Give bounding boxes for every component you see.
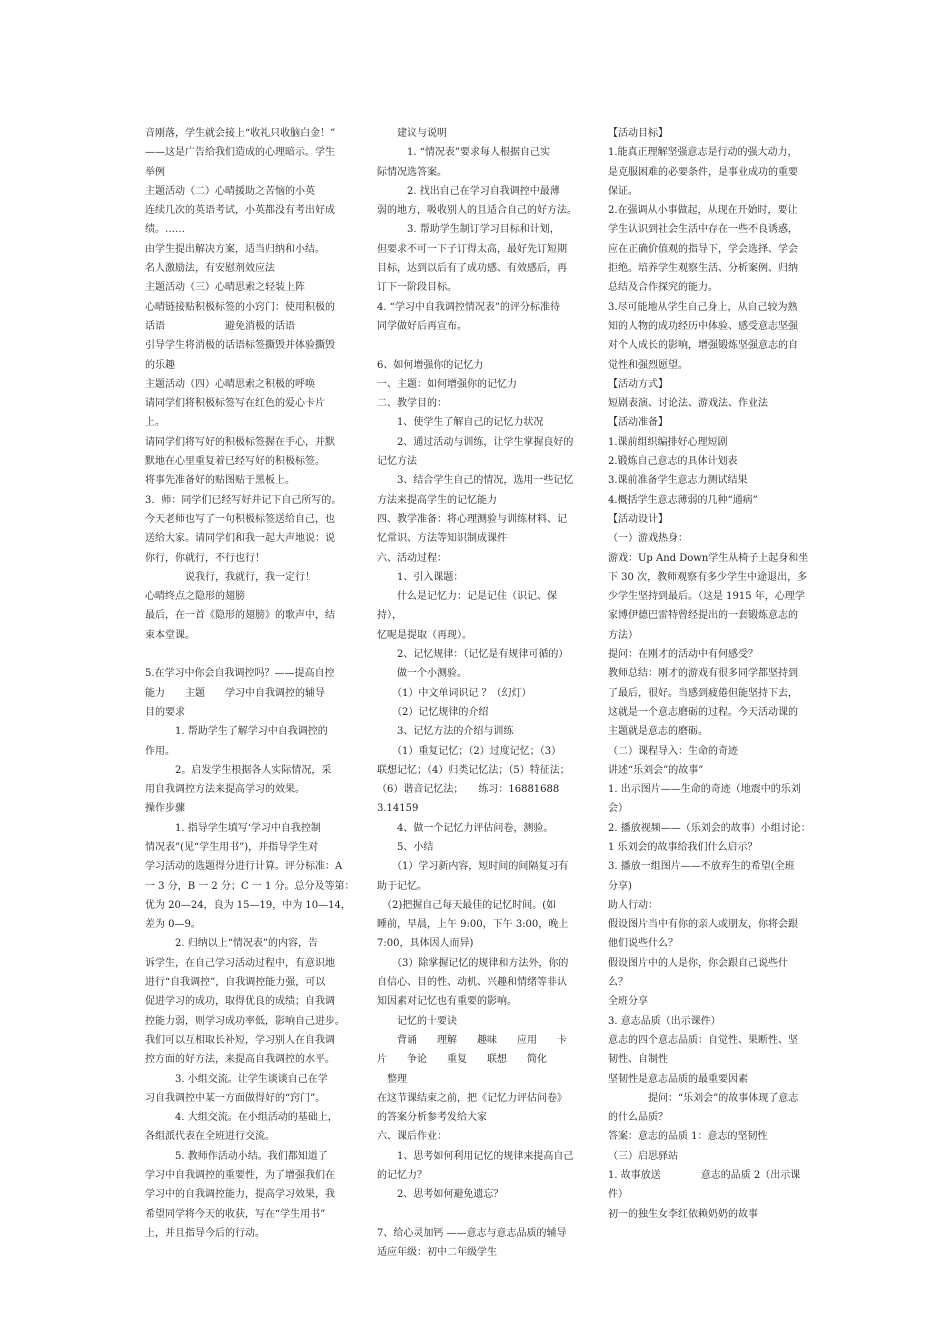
text-line: 1.课前组织编排好心理短剧 — [608, 436, 728, 448]
text-line: 自信心、目的性、动机、兴趣和情绪等非认 — [377, 977, 567, 989]
text-line: 7:00，具体因人而异) — [377, 938, 474, 950]
text-line: （6）谐音记忆法； 练习：16881688 — [377, 784, 560, 796]
text-line: 能力 主题 学习中自我调控的辅导 — [145, 687, 325, 699]
text-line: 联想记忆；（4）归类记忆法；（5）特征法； — [377, 764, 570, 776]
text-line: 的答案分析参考发给大家 — [377, 1112, 487, 1124]
text-line: （1）中文单词识记 ？（幻灯） — [377, 687, 532, 699]
text-line: 1. 故事放送 意志的品质 2（出示课 — [608, 1170, 801, 1182]
column-middle — [377, 124, 577, 1263]
text-line: 5.在学习中你会自我调控吗？——提高自控 — [145, 668, 335, 680]
text-line: 心晴链接贴积极标签的小窍门：使用积极的 — [145, 301, 335, 313]
text-line: 【活动设计】 — [608, 513, 668, 525]
column-left — [145, 124, 367, 1243]
text-line: 【活动方式】 — [608, 378, 668, 390]
text-line: 用自我调控方法来提高学习的效果。 — [145, 784, 305, 796]
text-line: 3. 帮助学生制订学习目标和计划， — [377, 224, 560, 236]
text-line: 四、教学准备：将心理测验与训练材料、记 — [377, 513, 567, 525]
text-line: 操作步骤 — [145, 803, 185, 815]
text-line: 上。 — [145, 417, 165, 429]
text-line — [145, 645, 367, 664]
text-line: 【活动准备】 — [608, 417, 668, 429]
text-line: 睡前，早晨，上午 9:00，下午 3:00，晚上 — [377, 919, 569, 931]
text-line: 6、如何增强你的记忆力 — [377, 359, 484, 371]
text-line: 3. 播放一组图片——不放弃生的希望(全班 — [608, 861, 795, 873]
text-line: 家博伊德巴雷特曾经提出的一套锻炼意志的 — [608, 610, 798, 622]
text-line: 意志的四个意志品质：自觉性、果断性、坚 — [608, 1034, 798, 1046]
text-line: 诉学生，在自己学习活动过程中，有意识地 — [145, 957, 335, 969]
text-line: 方法来提高学生的记忆能力 — [377, 494, 497, 506]
text-line: 2、思考如何避免遗忘？ — [377, 1189, 504, 1201]
text-line: 游戏：Up And Down学生从椅子上起身和坐 — [608, 552, 809, 564]
text-line: 2、记忆规律：（记忆是有规律可循的） — [377, 649, 569, 661]
text-line: 讲述“乐刘会”的故事” — [608, 764, 704, 776]
text-line: 进行“自我调控”，自我调控能力强，可以 — [145, 977, 326, 989]
text-line: 2。启发学生根据各人实际情况，采 — [145, 764, 332, 776]
text-line: 短剧表演、讨论法、游戏法、作业法 — [608, 398, 768, 410]
text-line: 促进学习的成功，取得优良的成绩；自我调 — [145, 996, 335, 1008]
text-line: 束本堂课。 — [145, 629, 195, 641]
text-line: 差为 0—9。 — [145, 919, 201, 931]
text-line: 2. 播放视频——（乐刘会的故事）小组讨论： — [608, 822, 811, 834]
text-line: 控方面的好方法，来提高自我调控的水平。 — [145, 1054, 335, 1066]
text-line: 1、使学生了解自己的记忆力状况 — [377, 417, 544, 429]
text-line: 少学生坚持到最后。（这是 1915 年，心理学 — [608, 591, 805, 603]
text-line: 今天老师也写了一句积极标签送给自己，也 — [145, 513, 335, 525]
text-line: 音刚落，学生就会接上“收礼只收脑白金！” — [145, 128, 336, 139]
text-line: 主题活动（二）心晴援助之苦恼的小英 — [145, 185, 315, 197]
text-line: 请同学们将写好的积极标签握在手心，并默 — [145, 436, 335, 448]
text-line — [377, 336, 577, 355]
text-line: （3）除掌握记忆的规律和方法外，你的 — [377, 957, 569, 969]
text-line: （2）记忆规律的介绍 — [377, 706, 489, 718]
text-line: 际情况选答案。 — [377, 166, 447, 178]
text-line: 7、给心灵加钙 ——意志与意志品质的辅导 — [377, 1227, 567, 1239]
text-line: 4. 大组交流。在小组活动的基础上， — [145, 1112, 338, 1124]
text-line: 1.能真正理解坚强意志是行动的强大动力， — [608, 147, 798, 159]
text-line: 了最后，很好。当感到疲倦但能坚持下去， — [608, 687, 798, 699]
text-line: 2.锻炼自己意志的具体计划表 — [608, 456, 738, 468]
text-line: 主题活动（四）心晴思索之积极的呼唤 — [145, 378, 315, 390]
text-line: 将事先准备好的贴图贴于黑板上。 — [145, 475, 295, 487]
text-line: 助于记忆。 — [377, 880, 427, 892]
text-line: 3.课前准备学生意志力测试结果 — [608, 475, 748, 487]
text-line: 么？ — [608, 977, 628, 989]
text-line: 目标，达到以后有了成功感、有效感后，再 — [377, 263, 567, 275]
text-line: ——这是广告给我们造成的心理暗示。学生 — [145, 147, 335, 159]
text-line: 主题就是意志的磨砺。 — [608, 726, 708, 738]
text-line: 【活动目标】 — [608, 128, 668, 139]
text-line: 连续几次的英语考试，小英都没有考出好成 — [145, 205, 335, 217]
text-line: 建议与说明 — [377, 128, 447, 139]
text-line: 的什么品质？ — [608, 1112, 668, 1124]
text-line: 默地在心里重复着已经写好的积极标签。 — [145, 456, 325, 468]
text-line: 学习中自我调控的重要性，为了增强我们在 — [145, 1170, 335, 1182]
text-line: （三）启思驿站 — [608, 1150, 678, 1162]
text-line: 习自我调控中某一方面做得好的“窍门”。 — [145, 1092, 326, 1104]
text-line: 初一的独生女李红依赖奶奶的故事 — [608, 1208, 758, 1220]
text-line: 韧性、自制性 — [608, 1054, 668, 1066]
text-line: 是克服困难的必要条件，是事业成功的重要 — [608, 166, 798, 178]
text-line: 助人行动： — [608, 899, 658, 911]
text-line: 4、做一个记忆力评估问卷，测验。 — [377, 822, 554, 834]
text-line: 主题活动（三）心晴思索之轻装上阵 — [145, 282, 305, 294]
text-line: 1、思考如何利用记忆的规律来提高自己 — [377, 1150, 574, 1162]
text-line: 优为 20—24，良为 15—19，中为 10—14， — [145, 899, 351, 911]
text-line: 知因素对记忆也有重要的影响。 — [377, 996, 517, 1008]
text-line: 坚韧性是意志品质的最重要因素 — [608, 1073, 748, 1085]
text-line: 六、课后作业： — [377, 1131, 447, 1143]
text-line: 提问：在刚才的活动中有何感受？ — [608, 649, 758, 661]
text-line: 但要求不可一下子订得太高，最好先订短期 — [377, 243, 567, 255]
text-line: （1）学习新内容，短时间的间隔复习有 — [377, 861, 569, 873]
text-line: 这就是一个意志磨砺的过程。今天活动课的 — [608, 706, 798, 718]
column-right — [608, 124, 813, 1224]
text-line: 心晴终点之隐形的翅膀 — [145, 591, 245, 603]
text-line: 你行，你就行，不行也行！ — [145, 552, 265, 564]
text-line: 3．师：同学们已经写好并记下自己所写的。 — [145, 494, 342, 506]
text-line: 1. 出示图片——生命的奇迹（地震中的乐刘 — [608, 784, 801, 796]
text-line: 做一个小测验。 — [377, 668, 467, 680]
text-line: 下 30 次，教师观察有多少学生中途退出，多 — [608, 571, 808, 583]
text-line: 忆呢是提取（再现）。 — [377, 629, 472, 641]
text-line: 上，并且指导今后的行动。 — [145, 1227, 265, 1239]
text-line: 目的要求 — [145, 706, 185, 718]
text-line: 假设图片中的人是你，你会跟自己说些什 — [608, 957, 788, 969]
text-line: （2)把握自己每天最佳的记忆时间。(如 — [377, 899, 557, 911]
text-line: 希望同学将今天的收获，写在“学生用书” — [145, 1208, 326, 1220]
text-line: 3. 小组交流。让学生谈谈自己在学 — [145, 1073, 328, 1085]
text-line: 会） — [608, 803, 628, 815]
text-line: 应在正确价值观的指导下，学会选择、学会 — [608, 243, 798, 255]
text-line: 订下一阶段目标。 — [377, 282, 457, 294]
text-line: 4. “学习中自我调控情况表”的评分标准待 — [377, 301, 560, 313]
text-line: （1）重复记忆；（2）过度记忆；（3） — [377, 745, 562, 757]
text-line: 同学做好后再宣布。 — [377, 320, 467, 332]
text-line: 整理 — [377, 1073, 407, 1085]
text-line: 话语 避免消极的话语 — [145, 320, 295, 332]
text-line: 2. 归纳以上“情况表”的内容，告 — [145, 938, 318, 950]
text-line: 总结及合作探究的能力。 — [608, 282, 718, 294]
text-line: （二）课程导入：生命的奇迹 — [608, 745, 738, 757]
text-line: （一）游戏热身： — [608, 533, 688, 545]
text-line: 提问：“乐刘会”的故事体现了意志 — [608, 1092, 799, 1104]
text-line: 拒绝。培养学生观察生活、分析案例、归纳 — [608, 263, 798, 275]
text-line: 3.14159 — [377, 803, 419, 815]
text-line: 他们说些什么？ — [608, 938, 678, 950]
text-line: 学生认识到社会生活中存在一些不良诱惑， — [608, 224, 798, 236]
text-line: 忆常识、方法等知识制成课件 — [377, 533, 507, 545]
text-line: 教师总结：刚才的游戏有很多同学都坚持到 — [608, 668, 798, 680]
text-line: 适应年级：初中二年级学生 — [377, 1247, 497, 1259]
text-line: 的乐趣 — [145, 359, 175, 371]
text-line: 记忆方法 — [377, 456, 417, 468]
text-line: 5、小结 — [377, 841, 434, 853]
text-line: 方法） — [608, 629, 638, 641]
text-line: 一、主题：如何增强你的记忆力 — [377, 378, 517, 390]
text-line: 全班分享 — [608, 996, 648, 1008]
text-line: 知的人物的成功经历中体验、感受意志坚强 — [608, 320, 798, 332]
text-line — [377, 1205, 577, 1224]
text-line: 2. 找出自己在学习自我调控中最薄 — [377, 185, 560, 197]
text-line: 5. 教师作活动小结。我们都知道了 — [145, 1150, 328, 1162]
text-line: 引导学生将消极的话语标签撕毁并体验撕毁 — [145, 340, 335, 352]
text-line: 请同学们将积极标签写在红色的爱心卡片 — [145, 398, 325, 410]
text-line: 弱的地方，吸收别人的且适合自己的好方法。 — [377, 205, 577, 217]
text-line: 对个人成长的影响，增强锻炼坚强意志的自 — [608, 340, 798, 352]
text-line: 绩。…… — [145, 224, 185, 236]
text-line: 举例 — [145, 166, 165, 178]
text-line: 控能力弱，则学习成功率低，影响自己进步。 — [145, 1015, 345, 1027]
text-line: 答案：意志的品质 1：意志的坚韧性 — [608, 1131, 768, 1143]
text-line: 的记忆力？ — [377, 1170, 427, 1182]
text-line: 觉性和强烈愿望。 — [608, 359, 688, 371]
text-line: 我们可以互相取长补短，学习别人在自我调 — [145, 1034, 335, 1046]
text-line: 3.尽可能地从学生自己身上，从自己较为熟 — [608, 301, 798, 313]
text-line: 学习中的自我调控能力，提高学习效果，我 — [145, 1189, 335, 1201]
text-line: 件） — [608, 1189, 628, 1201]
text-line: 名人激励法，有安慰剂效应法 — [145, 263, 275, 275]
text-line: 3. 意志品质（出示课件） — [608, 1015, 721, 1027]
text-line: 2.在强调从小事做起，从现在开始时，要让 — [608, 205, 798, 217]
text-line: 一 3 分，B 一 2 分；C 一 1 分。总分及等第： — [145, 880, 355, 892]
text-line: 送给大家。请同学们和我一起大声地说：说 — [145, 533, 335, 545]
text-line: 分享) — [608, 880, 632, 892]
text-line: 1. 指导学生填写‘学习中自我控制 — [145, 822, 321, 834]
text-line: 背诵 理解 趣味 应用 卡 — [377, 1034, 567, 1046]
text-line: 各组派代表在全班进行交流。 — [145, 1131, 275, 1143]
text-line: 记忆的十要诀 — [377, 1015, 457, 1027]
text-line: 二、教学目的： — [377, 398, 447, 410]
text-line: 1、引入课题： — [377, 571, 464, 583]
text-line: 1. “情况表”要求每人根据自己实 — [377, 147, 550, 159]
text-line: 3、结合学生自己的情况，选用一些记忆 — [377, 475, 574, 487]
text-line: 学习活动的选题得分进行计算。评分标准：A — [145, 861, 343, 873]
text-line: 3、记忆方法的介绍与训练 — [377, 726, 514, 738]
text-line: 什么是记忆力：记是记住（识记、保持）， — [377, 591, 557, 622]
text-line: 最后，在一首《隐形的翅膀》的歌声中，结 — [145, 610, 335, 622]
text-line: 情况表”(见“学生用书”)，并指导学生对 — [145, 841, 319, 853]
text-line: 片 争论 重复 联想 简化 — [377, 1054, 547, 1066]
text-line: 保证。 — [608, 185, 638, 197]
text-line: 1. 帮助学生了解学习中自我调控的 — [145, 726, 328, 738]
text-line: 在这节课结束之前，把《记忆力评估问卷》 — [377, 1092, 567, 1104]
text-line: 由学生提出解决方案，适当归纳和小结。 — [145, 243, 325, 255]
text-line: 说我行，我就行，我一定行！ — [145, 571, 315, 583]
text-line: 1 乐刘会的故事给我们什么启示？ — [608, 841, 758, 853]
text-line: 假设图片当中有你的亲人或朋友，你将会跟 — [608, 919, 798, 931]
text-line: 六、活动过程： — [377, 552, 447, 564]
text-line: 2、通过活动与训练，让学生掌握良好的 — [377, 436, 574, 448]
text-line: 作用。 — [145, 745, 175, 757]
text-line: 4.概括学生意志薄弱的几种“通病” — [608, 494, 758, 506]
